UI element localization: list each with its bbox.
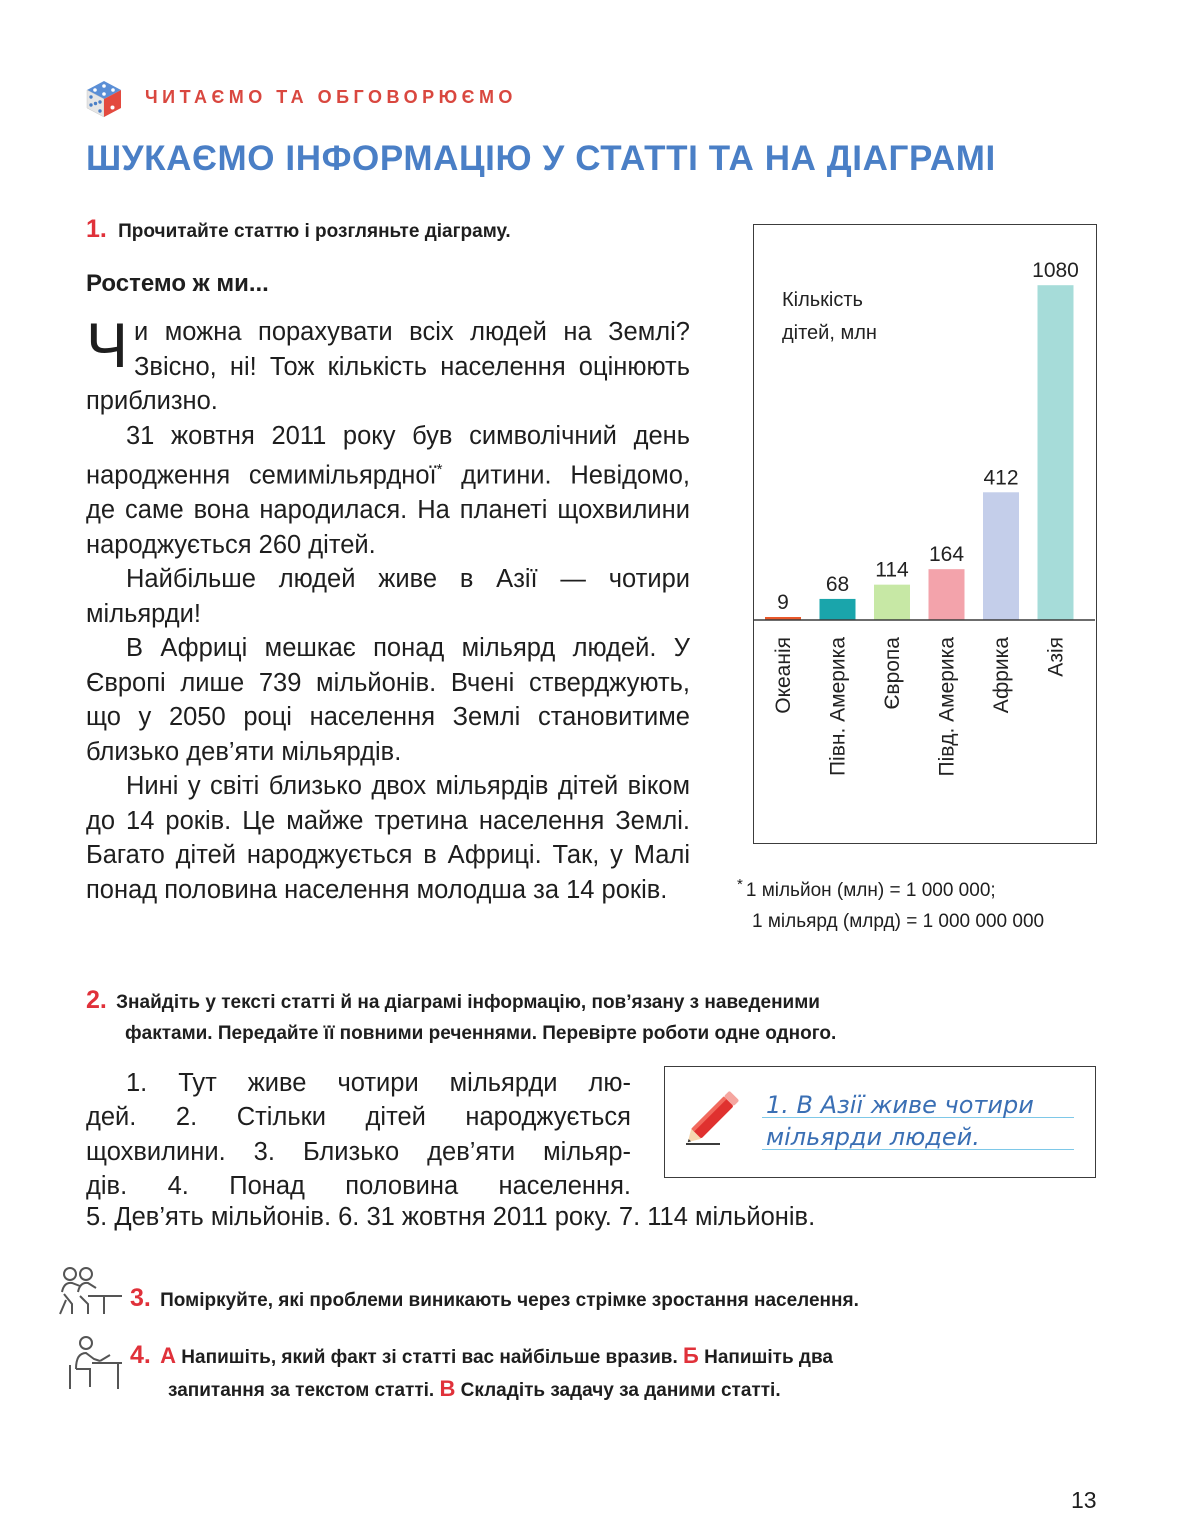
task-instruction: Прочитайте статтю і розгляньте діаграму.: [118, 221, 511, 242]
facts-line: дів. 4. Понад половина населення.: [86, 1171, 631, 1200]
bar-value-label: 68: [825, 572, 850, 596]
facts-list: [86, 1066, 631, 1203]
category-label: Океанія: [772, 637, 795, 714]
article-body: [86, 311, 691, 907]
bar-value-label: 114: [875, 558, 909, 582]
task-3: [130, 1283, 859, 1316]
page-title: ШУКАЄМО ІНФОРМАЦІЮ У СТАТТІ ТА НА ДІАГРАМІ: [86, 139, 996, 178]
category-label: Півд. Америка: [935, 637, 959, 777]
task-number: 2.: [86, 986, 107, 1014]
chart-bar: [983, 492, 1019, 620]
task-instruction: Складіть задачу за даними статті.: [455, 1380, 781, 1401]
task-instruction: фактами. Передайте її повними реченнями. Перевірте роботи одне одного.: [125, 1023, 837, 1044]
dice-cube-icon: [86, 80, 122, 118]
facts-line: дей. 2. Стільки дітей народжується: [86, 1103, 631, 1132]
task-instruction: Напишіть два: [698, 1347, 833, 1368]
writing-at-desk-icon: [66, 1335, 124, 1391]
task-number: 1.: [86, 215, 107, 243]
pencil-icon: [680, 1078, 752, 1150]
chart-svg: [754, 225, 1095, 842]
discussion-group-icon: [58, 1266, 124, 1316]
task-number: 4.: [130, 1341, 151, 1369]
bar-value-label: 1080: [1032, 259, 1079, 283]
task-instruction: Напишіть, який факт зі статті вас найбільше вразив.: [176, 1347, 684, 1368]
chart-title: дітей, млн: [782, 322, 877, 344]
task-4: [130, 1340, 833, 1406]
chart-bar: [929, 569, 965, 620]
footnote-line: 1 мільйон (млн) = 1 000 000;: [745, 880, 996, 902]
chart-bar: [1038, 285, 1074, 620]
subtask-letter: А: [160, 1343, 177, 1368]
task-instruction: запитання за текстом статті.: [168, 1380, 440, 1401]
category-label: Африка: [990, 637, 1013, 714]
chart-bar: [820, 599, 856, 620]
subtask-letter: В: [439, 1376, 456, 1401]
subtask-letter: Б: [683, 1343, 699, 1368]
task-number: 3.: [130, 1284, 151, 1312]
facts-line: 1. Тут живе чотири мільярди лю-: [126, 1069, 631, 1097]
article-paragraph: Чи можна порахувати всіх людей на Землі? Звісно, ні! Тож кількість населення оцінюють приблизно.: [86, 311, 690, 415]
answer-text: 1. В Азії живе чотири мільярди людей.: [766, 1091, 1034, 1151]
task-1: [86, 214, 511, 247]
category-label: Азія: [1044, 637, 1068, 677]
article-title: Ростемо ж ми...: [86, 270, 269, 297]
drop-cap: Ч: [86, 311, 128, 381]
category-label: Європа: [881, 637, 904, 710]
article-paragraph: Нині у світі близько двох мільярдів дітей віком до 14 років. Це майже третина населення Землі. Багато дітей народжується в Африці. Так, у Малі понад половина населення молодша за 14 років.: [86, 772, 690, 904]
footnote: [737, 869, 1044, 937]
article-paragraph: Найбільше людей живе в Азії — чотири мільярди!: [86, 565, 690, 628]
article-paragraph: 31 жовтня 2011 року був символічний день народження семимільярдної* дитини. Невідомо, де саме вона народилася. На планеті щохвилини народжується 260 дітей.: [86, 421, 691, 559]
footnote-line: 1 мільярд (млрд) = 1 000 000 000: [752, 911, 1045, 933]
bar-chart: [753, 224, 1097, 844]
bar-value-label: 164: [928, 543, 965, 567]
task-2: [86, 985, 836, 1049]
chart-title: Кількість: [782, 289, 863, 311]
bar-value-label: 9: [777, 591, 789, 614]
category-label: Півн. Америка: [826, 637, 850, 777]
article-paragraph: В Африці мешкає понад мільярд людей. У Європі лише 739 мільйонів. Вчені стверджують, що у 2050 році населення Землі становитиме близько дев’яти мільярдів.: [86, 634, 690, 766]
footnote-star: *: [737, 876, 743, 893]
facts-line: щохвилини. 3. Близько дев’яти мільяр-: [86, 1137, 631, 1166]
facts-line: 5. Дев’ять мільйонів. 6. 31 жовтня 2011 року. 7. 114 мільйонів.: [86, 1203, 816, 1231]
bar-value-label: 412: [983, 466, 1019, 490]
page-number: 13: [1071, 1487, 1097, 1513]
task-instruction: Поміркуйте, які проблеми виникають через стрімке зростання населення.: [160, 1290, 859, 1311]
chart-bar: [874, 585, 910, 620]
section-label: ЧИТАЄМО ТА ОБГОВОРЮЄМО: [145, 87, 517, 107]
task-instruction: Знайдіть у тексті статті й на діаграмі інформацію, пов’язану з наведеними: [116, 992, 820, 1013]
